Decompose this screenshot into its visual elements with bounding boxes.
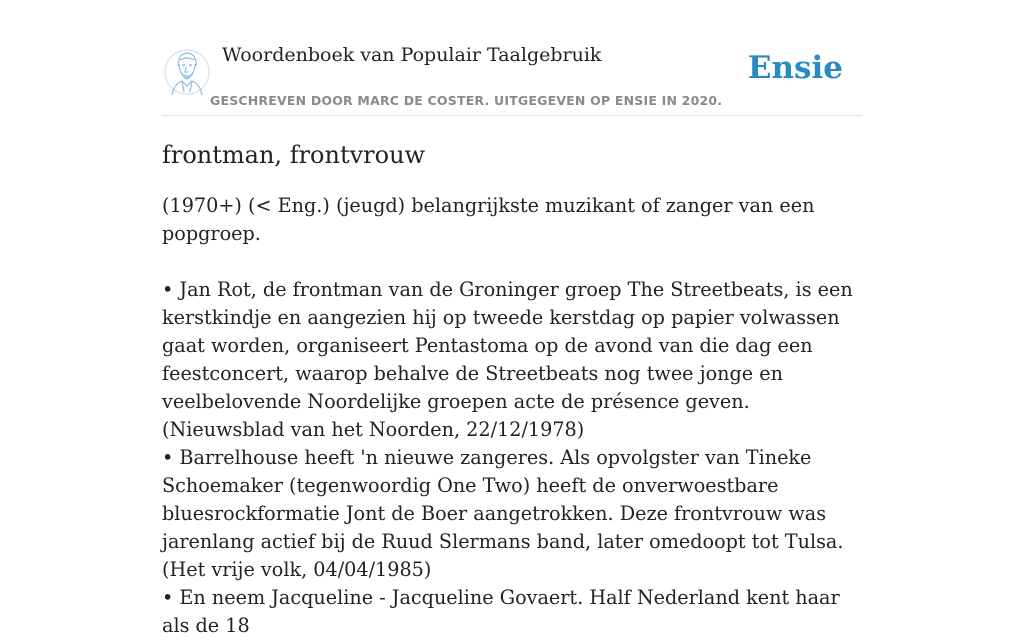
content-column <box>162 0 862 640</box>
book-title[interactable]: Woordenboek van Populair Taalgebruik <box>222 44 602 66</box>
author-portrait-icon[interactable] <box>164 46 210 96</box>
example-quotes-list <box>162 276 862 640</box>
entry-title: frontman, frontvrouw <box>162 141 426 169</box>
example-quote: • Jan Rot, de frontman van de Groninger groep The Streetbeats, is een kerstkindje en aangezien hij op tweede kerstdag op papier volwassen gaat worden, organiseert Pentastoma op de avond van die dag een feestconcert, waarop behalve de Streetbeats nog twee jonge en veelbelovende Noordelijke groepen acte de présence geven. (Nieuwsblad van het Noorden, 22/12/1978) <box>162 278 853 441</box>
ensie-logo-link[interactable]: Ensie <box>747 50 843 86</box>
example-quote: • Barrelhouse heeft 'n nieuwe zangeres. Als opvolgster van Tineke Schoemaker (tegenwoordig One Two) heeft de onverwoestbare bluesrockformatie Jont de Boer aangetrokken. Deze frontvrouw was jarenlang actief bij de Ruud Slermans band, later omedoopt tot Tulsa. (Het vrije volk, 04/04/1985) <box>162 446 844 581</box>
book-header <box>162 0 862 116</box>
author-byline: GESCHREVEN DOOR MARC DE COSTER. UITGEGEVEN OP ENSIE IN 2020. <box>210 93 723 108</box>
entry-definition: (1970+) (< Eng.) (jeugd) belangrijkste muzikant of zanger van een popgroep. <box>162 194 815 245</box>
example-quote: • En neem Jacqueline - Jacqueline Govaert. Half Nederland kent haar als de 18 <box>162 586 840 637</box>
